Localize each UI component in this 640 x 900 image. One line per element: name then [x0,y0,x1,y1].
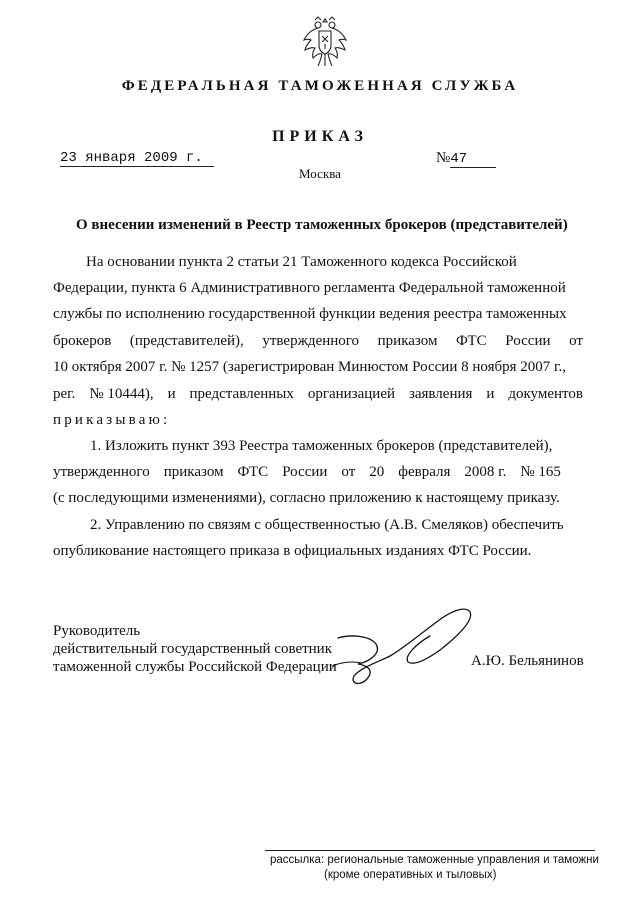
word: утвержденного [53,464,150,480]
body-line: службы по исполнению государственной функции ведения реестра таможенных [53,306,567,322]
order-word: приказываю: [53,412,171,428]
distribution-list: рассылка: региональные таможенные управления и таможни [270,854,599,866]
document-title: О внесении изменений в Реестр таможенных брокеров (представителей) [76,217,568,233]
word: от [341,464,356,480]
body-line-justified [53,385,583,403]
word: рег. [53,386,76,402]
word: России [505,333,551,349]
word: и [486,386,495,402]
word: (представителей), [129,333,244,349]
word: брокеров [53,333,112,349]
number-value: 47 [450,151,496,168]
word: организацией [307,386,395,402]
body-line-justified [53,332,583,350]
body-line: 10 октября 2007 г. № 1257 (зарегистрирован Минюстом России 8 ноября 2007 г., [53,359,566,375]
word: утвержденного [262,333,360,349]
word: ФТС [456,333,487,349]
document-type: ПРИКАЗ [272,128,368,145]
document-city: Москва [299,166,341,181]
body-line: Федерации, пункта 6 Административного регламента Федеральной таможенной [53,280,566,296]
coat-of-arms-icon [301,16,349,70]
word: и [167,386,176,402]
word: документов [508,386,583,402]
body-line: На основании пункта 2 статьи 21 Таможенного кодекса Российской [86,254,517,270]
item-1-line: (с последующими изменениями), согласно приложению к настоящему приказу. [53,490,560,506]
number-sign: № [436,150,451,166]
word: от [569,333,583,349]
distribution-note: (кроме оперативных и тыловых) [324,869,497,881]
item-1-line: 1. Изложить пункт 393 Реестра таможенных брокеров (представителей), [90,438,553,454]
document-date: 23 января 2009 г. [60,150,214,167]
item-2-line: опубликование настоящего приказа в официальных изданиях ФТС России. [53,543,532,559]
item-1-line-justified [53,463,561,481]
word: России [282,464,328,480]
word: февраля [398,464,451,480]
signer-rank: действительный государственный советник [53,641,333,657]
word: заявления [408,386,473,402]
handwritten-signature [330,600,500,695]
word: представленных [189,386,294,402]
item-2-line: 2. Управлению по связям с общественностью (А.В. Смеляков) обеспечить [90,517,564,533]
footer-divider [265,850,595,851]
word: № 10444), [89,386,154,402]
signer-rank: таможенной службы Российской Федерации [53,659,337,675]
signer-name: А.Ю. Бельянинов [471,653,584,669]
signer-title: Руководитель [53,623,141,639]
word: приказом [377,333,438,349]
word: ФТС [237,464,269,480]
agency-name: ФЕДЕРАЛЬНАЯ ТАМОЖЕННАЯ СЛУЖБА [121,78,519,94]
word: 20 [369,464,385,480]
word: приказом [163,464,224,480]
word: 2008 г. [464,464,507,480]
word: № 165 [520,464,561,480]
